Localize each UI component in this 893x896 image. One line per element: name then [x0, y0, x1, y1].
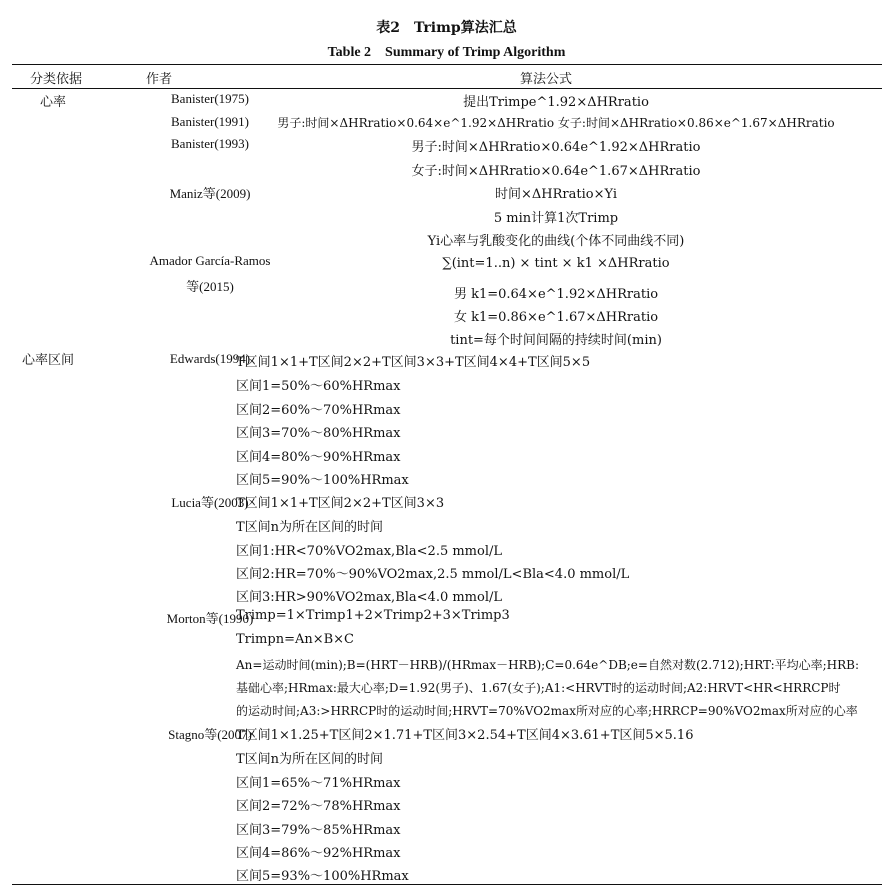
formula-maniz-interval: 5 min计算1次Trimp	[493, 211, 619, 226]
author-banister-1975: Banister(1975)	[171, 91, 249, 106]
formula-banister-1991: 男子:时间×ΔHRratio×0.64×e^1.92×ΔHRratio 女子:时间×ΔHRratio×0.86×e^1.67×ΔHRratio	[277, 116, 835, 130]
formula-banister-1993-female: 女子:时间×ΔHRratio×0.64e^1.67×ΔHRratio	[411, 164, 701, 179]
author-amador-line2: 等(2015)	[186, 279, 234, 294]
author-banister-1991: Banister(1991)	[171, 114, 249, 129]
top-rule	[12, 64, 882, 65]
lucia-zone-time: T区间n为所在区间的时间	[236, 520, 384, 535]
author-edwards: Edwards(1994)	[169, 351, 251, 366]
edwards-zone-3: 区间3=70%～80%HRmax	[236, 426, 401, 441]
formula-amador-female: 女 k1=0.86×e^1.67×ΔHRratio	[453, 310, 659, 325]
stagno-zone-5: 区间5=93%～100%HRmax	[236, 869, 409, 884]
formula-amador-tint: tint=每个时间间隔的持续时间(min)	[450, 333, 662, 348]
stagno-zone-3: 区间3=79%～85%HRmax	[236, 823, 401, 838]
edwards-zone-5: 区间5=90%～100%HRmax	[236, 473, 409, 488]
table-title-cn: 表2 Trimp算法汇总	[376, 20, 517, 36]
formula-maniz-yi: Yi心率与乳酸变化的曲线(个体不同曲线不同)	[427, 234, 685, 249]
formula-amador-male: 男 k1=0.64×e^1.92×ΔHRratio	[453, 287, 659, 302]
header-formula: 算法公式	[520, 72, 573, 87]
morton-definition-line3: 的运动时间;A3:>HRRCP时的运动时间;HRVT=70%VO2max所对应的心率;HRRCP=90%VO2max所对应的心率	[236, 704, 858, 718]
morton-definition-line1: An=运动时间(min);B=(HRT－HRB)/(HRmax－HRB);C=0.64e^DB;e=自然对数(2.712);HRT:平均心率;HRB:	[236, 658, 860, 672]
formula-maniz: 时间×ΔHRratio×Yi	[495, 187, 617, 202]
formula-stagno: T区间1×1.25+T区间2×1.71+T区间3×2.54+T区间4×3.61+T区间5×5.16	[236, 728, 694, 743]
formula-lucia: T区间1×1+T区间2×2+T区间3×3	[236, 496, 445, 511]
category-zone: 心率区间	[22, 353, 75, 368]
bottom-rule	[12, 884, 882, 885]
author-stagno: Stagno等(2007)	[168, 727, 252, 742]
morton-definition-line2: 基础心率;HRmax:最大心率;D=1.92(男子)、1.67(女子);A1:<HRVT时的运动时间;A2:HRVT<HR<HRRCP时	[236, 681, 841, 695]
header-author: 作者	[146, 72, 173, 87]
author-amador-line1: Amador García-Ramos	[149, 253, 271, 268]
formula-morton: Trimp=1×Trimp1+2×Trimp2+3×Trimp3	[236, 608, 510, 623]
table-title-en: Table 2 Summary of Trimp Algorithm	[327, 45, 566, 60]
author-banister-1993: Banister(1993)	[171, 136, 249, 151]
edwards-zone-2: 区间2=60%～70%HRmax	[236, 403, 401, 418]
header-rule	[12, 88, 882, 89]
category-hr: 心率	[40, 95, 67, 110]
author-morton: Morton等(1990)	[166, 611, 254, 626]
author-lucia: Lucia等(2003)	[171, 495, 249, 510]
stagno-zone-4: 区间4=86%～92%HRmax	[236, 846, 401, 861]
header-category: 分类依据	[30, 72, 83, 87]
edwards-zone-4: 区间4=80%～90%HRmax	[236, 450, 401, 465]
lucia-zone-2: 区间2:HR=70%～90%VO2max,2.5 mmol/L<Bla<4.0 mmol/L	[236, 567, 630, 582]
lucia-zone-1: 区间1:HR<70%VO2max,Bla<2.5 mmol/L	[236, 544, 503, 559]
edwards-zone-1: 区间1=50%～60%HRmax	[236, 379, 401, 394]
formula-banister-1993-male: 男子:时间×ΔHRratio×0.64e^1.92×ΔHRratio	[411, 140, 701, 155]
stagno-zone-2: 区间2=72%～78%HRmax	[236, 799, 401, 814]
formula-banister-1975: 提出Trimpe^1.92×ΔHRratio	[463, 95, 649, 110]
formula-edwards: T区间1×1+T区间2×2+T区间3×3+T区间4×4+T区间5×5	[236, 355, 591, 370]
morton-trimpn: Trimpn=An×B×C	[236, 632, 355, 647]
stagno-zone-1: 区间1=65%～71%HRmax	[236, 776, 401, 791]
lucia-zone-3: 区间3:HR>90%VO2max,Bla<4.0 mmol/L	[236, 590, 503, 605]
author-maniz: Maniz等(2009)	[169, 186, 251, 201]
formula-amador-sum: ∑(int=1..n) × tint × k1 ×ΔHRratio	[442, 256, 670, 271]
stagno-zone-time: T区间n为所在区间的时间	[236, 752, 384, 767]
